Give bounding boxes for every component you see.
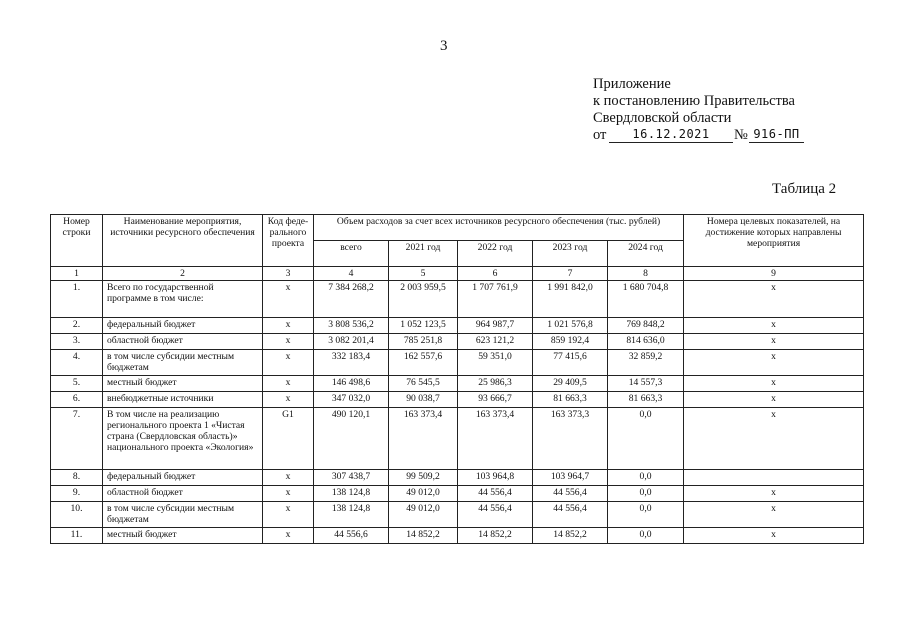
row-2024: 32 859,2: [608, 350, 684, 376]
row-number: 10.: [51, 502, 103, 528]
row-number: 4.: [51, 350, 103, 376]
table-row: [51, 376, 864, 392]
table-row: [51, 486, 864, 502]
header-volume: Объем расходов за счет всех источников ресурсного обеспечения (тыс. рублей): [314, 215, 684, 241]
row-total: 307 438,7: [314, 470, 389, 486]
column-number: 5: [389, 267, 458, 281]
row-code: x: [263, 318, 314, 334]
row-name: в том числе субсидии местным бюджетам: [103, 502, 263, 528]
column-number: 8: [608, 267, 684, 281]
row-2021: 99 509,2: [389, 470, 458, 486]
row-2022: 623 121,2: [458, 334, 533, 350]
row-total: 3 808 536,2: [314, 318, 389, 334]
row-targets: x: [684, 392, 864, 408]
column-number: 1: [51, 267, 103, 281]
row-2023: 81 663,3: [533, 392, 608, 408]
table-row: [51, 528, 864, 544]
row-code: x: [263, 392, 314, 408]
row-targets: x: [684, 350, 864, 376]
row-total: 332 183,4: [314, 350, 389, 376]
resolution-date: 16.12.2021: [609, 127, 733, 143]
row-number: 3.: [51, 334, 103, 350]
row-2023: 103 964,7: [533, 470, 608, 486]
row-2023: 1 021 576,8: [533, 318, 608, 334]
row-2023: 29 409,5: [533, 376, 608, 392]
row-2021: 49 012,0: [389, 486, 458, 502]
row-2022: 44 556,4: [458, 502, 533, 528]
row-2021: 90 038,7: [389, 392, 458, 408]
header-total: всего: [314, 241, 389, 267]
row-number: 11.: [51, 528, 103, 544]
row-2021: 1 052 123,5: [389, 318, 458, 334]
header-2024: 2024 год: [608, 241, 684, 267]
row-number: 6.: [51, 392, 103, 408]
row-2022: 1 707 761,9: [458, 281, 533, 318]
row-name: областной бюджет: [103, 334, 263, 350]
appendix-date-line: [593, 127, 800, 144]
row-2024: 0,0: [608, 502, 684, 528]
header-2023: 2023 год: [533, 241, 608, 267]
row-2022: 25 986,3: [458, 376, 533, 392]
row-name: Всего по государственной программе в том числе:: [103, 281, 263, 318]
resolution-number: 916-ПП: [749, 127, 804, 143]
row-2023: 163 373,3: [533, 408, 608, 470]
row-total: 146 498,6: [314, 376, 389, 392]
table-row: [51, 350, 864, 376]
row-name: местный бюджет: [103, 528, 263, 544]
row-number: 8.: [51, 470, 103, 486]
row-2023: 44 556,4: [533, 486, 608, 502]
row-2023: 859 192,4: [533, 334, 608, 350]
row-2021: 163 373,4: [389, 408, 458, 470]
row-targets: [684, 470, 864, 486]
header-2022: 2022 год: [458, 241, 533, 267]
row-total: 44 556,6: [314, 528, 389, 544]
row-2024: 1 680 704,8: [608, 281, 684, 318]
header-name: Наименование мероприятия, источники ресурсного обеспечения: [103, 215, 263, 267]
row-2022: 964 987,7: [458, 318, 533, 334]
row-code: G1: [263, 408, 314, 470]
column-number: 7: [533, 267, 608, 281]
row-2022: 103 964,8: [458, 470, 533, 486]
row-code: x: [263, 350, 314, 376]
row-2024: 0,0: [608, 408, 684, 470]
financing-table: [50, 214, 864, 544]
row-number: 9.: [51, 486, 103, 502]
row-2022: 44 556,4: [458, 486, 533, 502]
appendix-block: [593, 76, 800, 144]
row-2022: 14 852,2: [458, 528, 533, 544]
row-number: 1.: [51, 281, 103, 318]
row-targets: x: [684, 528, 864, 544]
row-number: 5.: [51, 376, 103, 392]
row-2021: 14 852,2: [389, 528, 458, 544]
row-2024: 0,0: [608, 528, 684, 544]
row-targets: x: [684, 376, 864, 392]
row-total: 138 124,8: [314, 502, 389, 528]
row-code: x: [263, 470, 314, 486]
column-number: 4: [314, 267, 389, 281]
row-code: x: [263, 281, 314, 318]
row-2021: 162 557,6: [389, 350, 458, 376]
row-name: В том числе на реализацию регионального проекта 1 «Чистая страна (Свердловская область)» национального проекта «Экология»: [103, 408, 263, 470]
row-2024: 0,0: [608, 470, 684, 486]
row-name: федеральный бюджет: [103, 318, 263, 334]
row-code: x: [263, 502, 314, 528]
row-2023: 14 852,2: [533, 528, 608, 544]
column-number: 2: [103, 267, 263, 281]
header-row-number: Номер строки: [51, 215, 103, 267]
row-2024: 769 848,2: [608, 318, 684, 334]
table-row: [51, 408, 864, 470]
row-2024: 0,0: [608, 486, 684, 502]
date-prefix: от: [593, 127, 607, 143]
row-total: 7 384 268,2: [314, 281, 389, 318]
row-name: областной бюджет: [103, 486, 263, 502]
table-row: [51, 470, 864, 486]
row-name: местный бюджет: [103, 376, 263, 392]
page-number: 3: [440, 38, 448, 54]
row-code: x: [263, 376, 314, 392]
row-targets: x: [684, 502, 864, 528]
table-row: [51, 318, 864, 334]
appendix-title: Приложение: [593, 76, 671, 92]
row-targets: x: [684, 486, 864, 502]
header-2021: 2021 год: [389, 241, 458, 267]
row-2021: 76 545,5: [389, 376, 458, 392]
column-number: 6: [458, 267, 533, 281]
row-2022: 59 351,0: [458, 350, 533, 376]
row-number: 7.: [51, 408, 103, 470]
row-2022: 163 373,4: [458, 408, 533, 470]
row-2023: 1 991 842,0: [533, 281, 608, 318]
row-number: 2.: [51, 318, 103, 334]
row-targets: x: [684, 281, 864, 318]
column-number-row: [51, 267, 864, 281]
row-code: x: [263, 334, 314, 350]
row-targets: x: [684, 408, 864, 470]
column-number: 3: [263, 267, 314, 281]
row-total: 490 120,1: [314, 408, 389, 470]
row-code: x: [263, 486, 314, 502]
row-2023: 44 556,4: [533, 502, 608, 528]
row-name: федеральный бюджет: [103, 470, 263, 486]
row-targets: x: [684, 318, 864, 334]
appendix-resolution: к постановлению Правительства: [593, 93, 795, 109]
row-total: 138 124,8: [314, 486, 389, 502]
row-code: x: [263, 528, 314, 544]
row-2021: 49 012,0: [389, 502, 458, 528]
table-row: [51, 281, 864, 318]
row-2021: 2 003 959,5: [389, 281, 458, 318]
header-target-indicators: Номера целевых показателей, на достижение которых направлены мероприятия: [684, 215, 864, 267]
column-number: 9: [684, 267, 864, 281]
row-2023: 77 415,6: [533, 350, 608, 376]
appendix-region: Свердловской области: [593, 110, 732, 126]
row-2024: 81 663,3: [608, 392, 684, 408]
table-row: [51, 334, 864, 350]
header-federal-code: Код феде-рального проекта: [263, 215, 314, 267]
row-2024: 814 636,0: [608, 334, 684, 350]
row-name: внебюджетные источники: [103, 392, 263, 408]
table-row: [51, 392, 864, 408]
row-2022: 93 666,7: [458, 392, 533, 408]
row-2021: 785 251,8: [389, 334, 458, 350]
table-row: [51, 502, 864, 528]
table-caption: Таблица 2: [772, 181, 837, 197]
row-name: в том числе субсидии местным бюджетам: [103, 350, 263, 376]
row-targets: x: [684, 334, 864, 350]
row-total: 3 082 201,4: [314, 334, 389, 350]
row-2024: 14 557,3: [608, 376, 684, 392]
row-total: 347 032,0: [314, 392, 389, 408]
number-prefix: №: [734, 127, 748, 143]
